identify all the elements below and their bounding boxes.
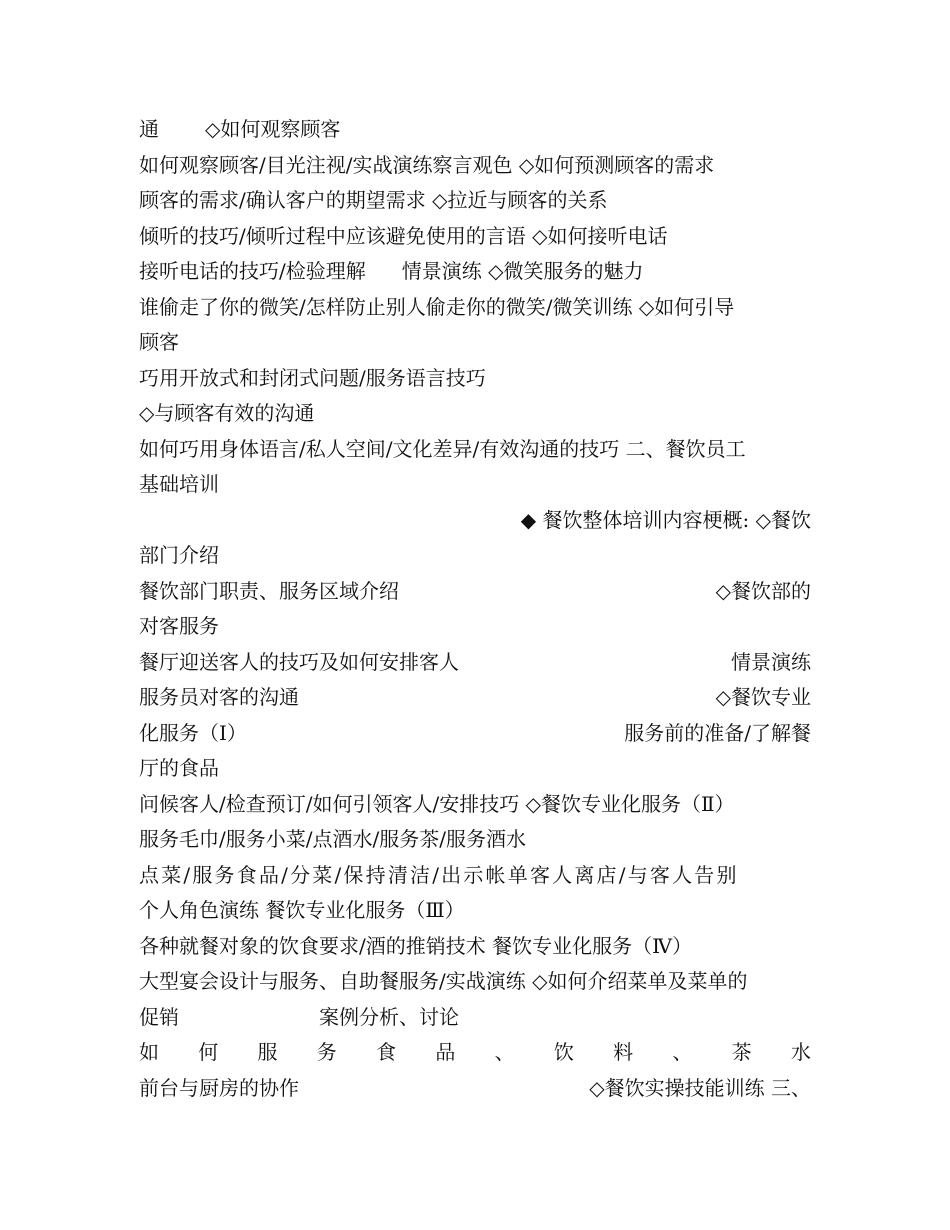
text-char: 饮 — [553, 1040, 574, 1064]
text-char: 服 — [257, 1040, 278, 1064]
text-segment: 通 — [139, 117, 159, 141]
text-segment: ◇餐饮实操技能训练 三、 — [589, 1075, 811, 1100]
text-char: 、 — [494, 1040, 515, 1064]
text-segment: 化服务（Ⅰ） — [139, 720, 247, 745]
text-line: 如何观察顾客/目光注视/实战演练察言观色 ◇如何预测顾客的需求 — [139, 152, 715, 177]
text-line: 部门介绍 — [139, 543, 219, 567]
text-segment: 情景演练 ◇微笑服务的魅力 — [401, 259, 644, 283]
text-line: 巧用开放式和封闭式问题/服务语言技巧 — [139, 365, 486, 390]
text-line — [139, 1071, 811, 1107]
text-char: 、 — [672, 1040, 693, 1064]
text-line: 大型宴会设计与服务、自助餐服务/实战演练 ◇如何介绍菜单及菜单的 — [139, 969, 748, 993]
text-segment: 前台与厨房的协作 — [139, 1075, 299, 1100]
text-line — [139, 645, 811, 681]
text-char: 如 — [139, 1040, 159, 1064]
text-char: 食 — [376, 1040, 397, 1064]
text-line: ◆ 餐饮整体培训内容梗概: ◇餐饮 — [520, 507, 811, 532]
text-line: 服务毛巾/服务小菜/点酒水/服务茶/服务酒水 — [139, 827, 526, 851]
text-segment: ◇餐饮部的 — [715, 578, 811, 603]
text-segment: ◇餐饮专业 — [715, 685, 811, 709]
text-segment: 情景演练 — [731, 649, 811, 674]
text-line: 基础培训 — [139, 472, 219, 496]
text-line — [139, 574, 811, 610]
text-line: 谁偷走了你的微笑/怎样防止别人偷走你的微笑/微笑训练 ◇如何引导 — [139, 294, 735, 319]
text-char: 何 — [198, 1040, 219, 1064]
text-line: 如何巧用身体语言/私人空间/文化差异/有效沟通的技巧 二、餐饮员工 — [139, 436, 746, 461]
text-line: 对客服务 — [139, 614, 219, 638]
text-segment: 案例分析、讨论 — [319, 1004, 459, 1029]
text-segment: 服务员对客的沟通 — [139, 685, 299, 709]
text-line: 倾听的技巧/倾听过程中应该避免使用的言语 ◇如何接听电话 — [139, 223, 668, 248]
text-line: 顾客的需求/确认客户的期望需求 ◇拉近与顾客的关系 — [139, 188, 608, 212]
text-line: 个人角色演练 餐饮专业化服务（Ⅲ） — [139, 898, 465, 922]
text-segment: 服务前的准备/了解餐 — [624, 720, 811, 745]
text-line — [139, 254, 811, 290]
text-line — [139, 716, 811, 752]
text-line: 问候客人/检查预订/如何引领客人/安排技巧 ◇餐饮专业化服务（Ⅱ） — [139, 791, 735, 816]
text-line: 顾客 — [139, 330, 179, 354]
text-line — [139, 112, 811, 148]
text-segment: 餐厅迎送客人的技巧及如何安排客人 — [139, 649, 459, 674]
text-segment: 餐饮部门职责、服务区域介绍 — [139, 578, 399, 603]
text-line — [139, 1035, 811, 1071]
text-char: 料 — [613, 1040, 634, 1064]
text-line: ◇与顾客有效的沟通 — [139, 401, 315, 425]
text-segment: 促销 — [139, 1004, 179, 1029]
text-segment: 接听电话的技巧/检验理解 — [139, 259, 366, 283]
text-line: 点菜/服务食品/分菜/保持清洁/出示帐单客人离店/与客人告别 — [139, 862, 739, 887]
text-line — [139, 680, 811, 716]
text-char: 品 — [435, 1040, 456, 1064]
text-segment: ◇如何观察顾客 — [205, 117, 341, 141]
text-line: 厅的食品 — [139, 756, 219, 780]
text-char: 茶 — [731, 1040, 752, 1064]
text-char: 务 — [316, 1040, 337, 1064]
text-line: 各种就餐对象的饮食要求/酒的推销技术 餐饮专业化服务（Ⅳ） — [139, 933, 693, 958]
text-char: 水 — [790, 1040, 811, 1064]
text-line — [139, 1000, 811, 1036]
document-body — [139, 112, 811, 1106]
